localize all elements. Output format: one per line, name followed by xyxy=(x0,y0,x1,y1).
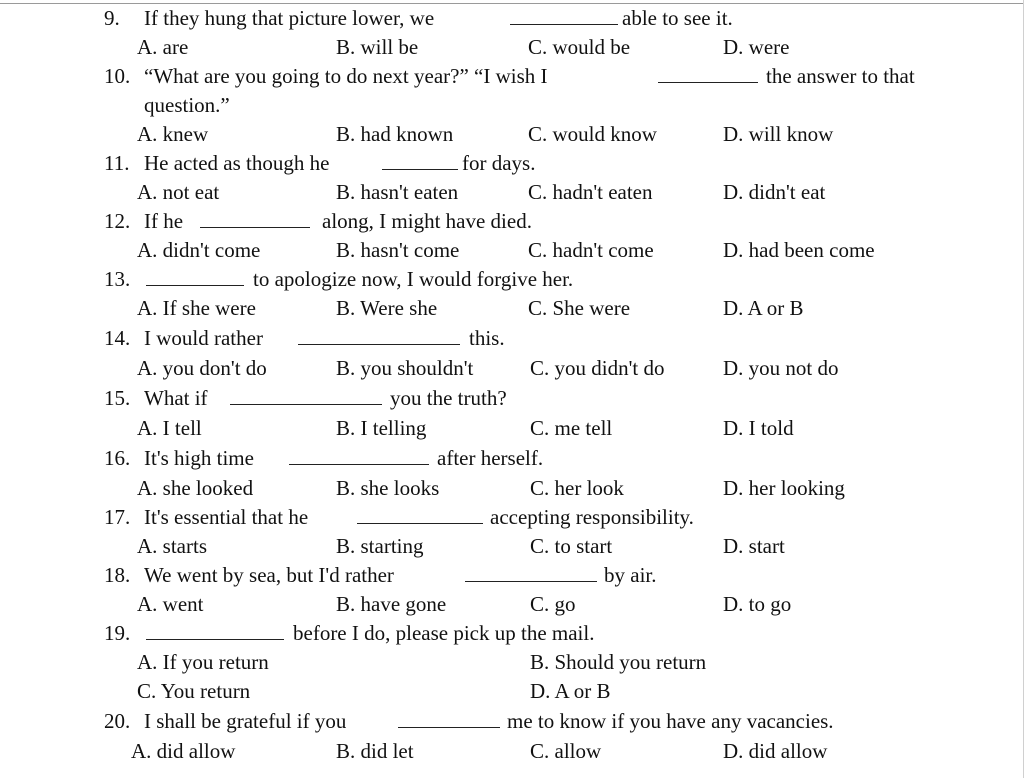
option-b: B. I telling xyxy=(336,416,427,440)
option-d: D. will know xyxy=(723,122,834,146)
options-17 xyxy=(0,531,1024,561)
answer-blank xyxy=(289,464,429,465)
option-a: A. you don't do xyxy=(137,356,267,380)
option-d: D. were xyxy=(723,35,790,59)
answer-blank xyxy=(200,227,310,228)
question-number: 20. xyxy=(104,709,131,733)
option-d: D. did allow xyxy=(723,739,828,763)
question-number: 13. xyxy=(104,267,131,291)
answer-blank xyxy=(465,581,597,582)
question-text: by air. xyxy=(604,563,657,587)
question-20 xyxy=(0,706,1024,736)
answer-blank xyxy=(146,639,284,640)
option-c: C. me tell xyxy=(530,416,613,440)
options-10 xyxy=(0,119,1024,149)
question-13 xyxy=(0,264,1024,294)
option-a: A. If she were xyxy=(137,296,256,320)
question-text: to apologize now, I would forgive her. xyxy=(253,267,574,291)
option-c: C. hadn't come xyxy=(528,238,654,262)
question-text: What if xyxy=(144,386,208,410)
options-16 xyxy=(0,473,1024,503)
option-a: A. she looked xyxy=(137,476,254,500)
answer-blank xyxy=(357,523,483,524)
option-a: A. I tell xyxy=(137,416,202,440)
question-number: 17. xyxy=(104,505,131,529)
option-d: D. start xyxy=(723,534,785,558)
option-c: C. You return xyxy=(137,679,251,703)
option-c: C. She were xyxy=(528,296,631,320)
question-text: We went by sea, but I'd rather xyxy=(144,563,394,587)
answer-blank xyxy=(230,404,382,405)
option-c: C. allow xyxy=(530,739,602,763)
options-14 xyxy=(0,353,1024,383)
option-b: B. you shouldn't xyxy=(336,356,474,380)
question-18 xyxy=(0,560,1024,590)
question-number: 14. xyxy=(104,326,131,350)
option-a: A. did allow xyxy=(131,739,236,763)
option-d: D. A or B xyxy=(723,296,804,320)
question-11 xyxy=(0,148,1024,178)
option-d: D. her looking xyxy=(723,476,845,500)
question-19 xyxy=(0,618,1024,648)
question-text: I shall be grateful if you xyxy=(144,709,347,733)
question-text: this. xyxy=(469,326,505,350)
question-text: the answer to that xyxy=(766,64,915,88)
option-b: B. Were she xyxy=(336,296,438,320)
question-text: you the truth? xyxy=(390,386,507,410)
option-a: A. didn't come xyxy=(137,238,261,262)
question-text: It's essential that he xyxy=(144,505,309,529)
question-10-continuation xyxy=(0,90,1024,120)
option-d: D. to go xyxy=(723,592,792,616)
question-text: “What are you going to do next year?” “I wish I xyxy=(144,64,548,88)
question-text: for days. xyxy=(462,151,536,175)
option-d: D. I told xyxy=(723,416,794,440)
option-d: D. you not do xyxy=(723,356,839,380)
option-c: C. her look xyxy=(530,476,624,500)
option-c: C. would be xyxy=(528,35,631,59)
option-a: A. knew xyxy=(137,122,209,146)
question-number: 15. xyxy=(104,386,131,410)
option-b: B. hasn't eaten xyxy=(336,180,459,204)
answer-blank xyxy=(510,24,618,25)
option-b: B. she looks xyxy=(336,476,440,500)
option-c: C. would know xyxy=(528,122,657,146)
question-text: before I do, please pick up the mail. xyxy=(293,621,595,645)
options-19-row-2 xyxy=(0,676,1024,706)
question-12 xyxy=(0,206,1024,236)
option-b: B. starting xyxy=(336,534,424,558)
option-d: D. had been come xyxy=(723,238,875,262)
option-a: A. starts xyxy=(137,534,207,558)
option-c: C. to start xyxy=(530,534,613,558)
option-b: B. Should you return xyxy=(530,650,707,674)
question-number: 10. xyxy=(104,64,131,88)
options-18 xyxy=(0,589,1024,619)
question-number: 18. xyxy=(104,563,131,587)
options-13 xyxy=(0,293,1024,323)
answer-blank xyxy=(298,344,460,345)
question-10 xyxy=(0,61,1024,91)
question-number: 11. xyxy=(104,151,130,175)
question-17 xyxy=(0,502,1024,532)
option-a: A. went xyxy=(137,592,204,616)
option-b: B. did let xyxy=(336,739,414,763)
options-9 xyxy=(0,32,1024,62)
question-text: after herself. xyxy=(437,446,544,470)
option-a: A. are xyxy=(137,35,189,59)
option-a: A. If you return xyxy=(137,650,269,674)
answer-blank xyxy=(146,285,244,286)
question-text: It's high time xyxy=(144,446,254,470)
question-number: 19. xyxy=(104,621,131,645)
answer-blank xyxy=(658,82,758,83)
options-15 xyxy=(0,413,1024,443)
question-text: If they hung that picture lower, we xyxy=(144,6,435,30)
question-16 xyxy=(0,443,1024,473)
option-c: C. go xyxy=(530,592,576,616)
option-d: D. didn't eat xyxy=(723,180,826,204)
question-number: 9. xyxy=(104,6,120,30)
question-text: He acted as though he xyxy=(144,151,330,175)
option-d: D. A or B xyxy=(530,679,611,703)
question-15 xyxy=(0,383,1024,413)
question-9 xyxy=(0,3,1024,33)
option-a: A. not eat xyxy=(137,180,220,204)
options-19-row-1 xyxy=(0,647,1024,677)
question-number: 12. xyxy=(104,209,131,233)
question-14 xyxy=(0,323,1024,353)
option-b: B. had known xyxy=(336,122,454,146)
option-b: B. hasn't come xyxy=(336,238,460,262)
option-b: B. have gone xyxy=(336,592,447,616)
options-12 xyxy=(0,235,1024,265)
option-c: C. you didn't do xyxy=(530,356,665,380)
option-b: B. will be xyxy=(336,35,419,59)
question-text: me to know if you have any vacancies. xyxy=(507,709,834,733)
question-text: along, I might have died. xyxy=(322,209,532,233)
question-text: question.” xyxy=(144,93,230,117)
option-c: C. hadn't eaten xyxy=(528,180,653,204)
options-20 xyxy=(0,736,1024,766)
question-number: 16. xyxy=(104,446,131,470)
answer-blank xyxy=(398,727,500,728)
question-text: able to see it. xyxy=(622,6,733,30)
question-text: If he xyxy=(144,209,184,233)
question-text: accepting responsibility. xyxy=(490,505,694,529)
options-11 xyxy=(0,177,1024,207)
answer-blank xyxy=(382,169,458,170)
question-text: I would rather xyxy=(144,326,263,350)
